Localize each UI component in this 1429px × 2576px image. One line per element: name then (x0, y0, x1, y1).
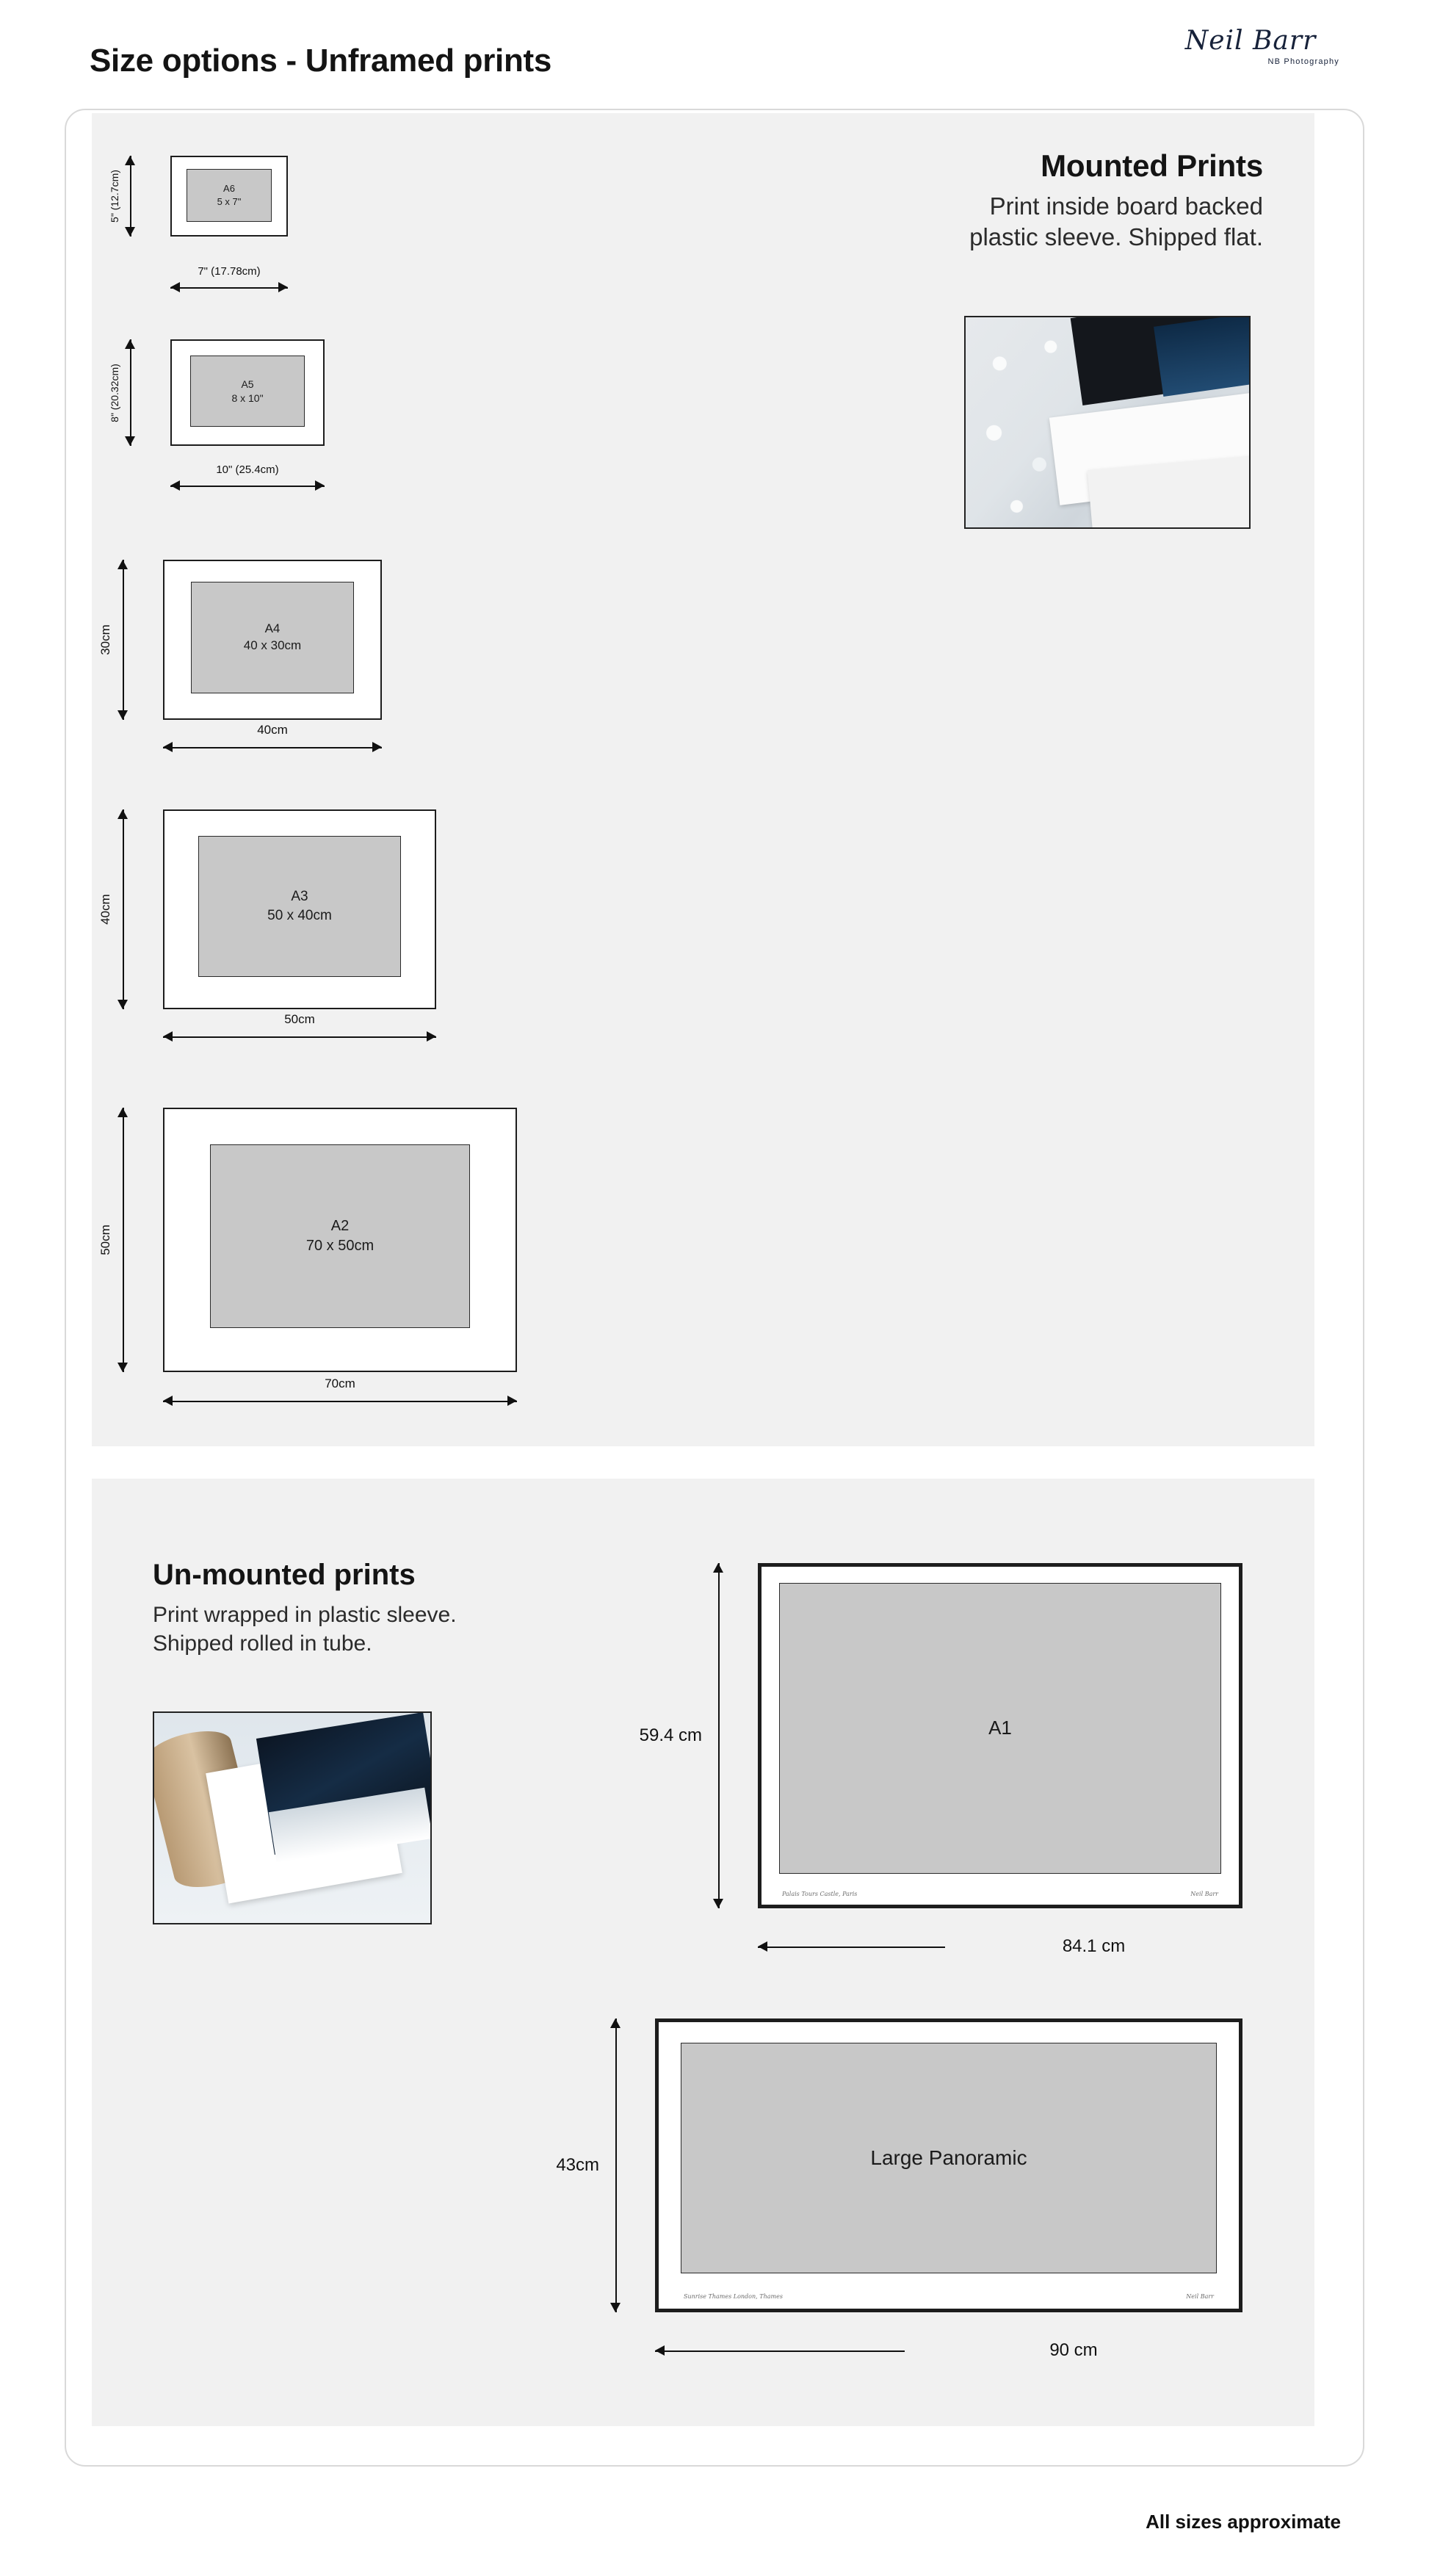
size-frame-a5 (170, 339, 325, 446)
dimension-line (123, 560, 124, 720)
arrow-down-icon (117, 710, 128, 720)
dimension-width-large-panoramic-label: 90 cm (905, 2340, 1242, 2361)
arrow-right-icon (278, 282, 288, 292)
arrow-right-icon (372, 742, 382, 752)
size-frame-a3-mat (198, 836, 401, 977)
dimension-height-a2 (98, 1108, 129, 1372)
size-frame-a4 (163, 560, 382, 720)
dimension-width-a4-label: 40cm (257, 723, 288, 737)
dimension-height-a2-label: 50cm (98, 1224, 112, 1255)
mounted-desc-line-1: Print inside board backed (989, 192, 1263, 220)
dimension-height-a4 (98, 560, 129, 720)
arrow-down-icon (713, 1899, 723, 1908)
arrow-down-icon (117, 1000, 128, 1009)
brand-logo (1159, 28, 1342, 66)
size-frame-a4-name: A4 (264, 621, 281, 636)
unmounted-desc-line-2: Shipped rolled in tube. (153, 1631, 372, 1656)
dimension-width-a4 (163, 723, 382, 754)
dimension-width-a5-label: 10" (25.4cm) (216, 463, 279, 476)
unmounted-prints-description (153, 1601, 667, 1658)
page-title: Size options - Unframed prints (90, 43, 552, 79)
dimension-height-large-panoramic-label: 43cm (551, 2151, 604, 2180)
arrow-down-icon (610, 2303, 621, 2312)
dimension-line (170, 486, 325, 487)
size-frame-a1-mat (779, 1583, 1221, 1874)
dimension-line (163, 747, 382, 748)
dimension-height-a4-label: 30cm (98, 624, 112, 655)
size-frame-panoramic-caption-right: Neil Barr (1186, 2293, 1214, 2300)
size-frame-a1 (758, 1563, 1242, 1908)
size-frame-a5-size: 8 x 10" (231, 392, 264, 404)
dimension-line (163, 1036, 436, 1038)
blue-print-edge (1154, 316, 1251, 397)
dimension-height-a6 (109, 156, 137, 237)
arrow-left-icon (163, 742, 173, 752)
logo-signature: Neil Barr (1184, 26, 1317, 56)
mounted-prints-description (720, 191, 1263, 253)
dimension-width-a3 (163, 1012, 436, 1043)
dimension-line (130, 156, 131, 237)
arrow-right-icon (315, 480, 325, 491)
dimension-width-a1-label: 84.1 cm (945, 1936, 1242, 1957)
arrow-up-icon (610, 2018, 621, 2028)
dimension-height-large-panoramic (556, 2018, 623, 2312)
arrow-up-icon (117, 1108, 128, 1117)
size-frame-a5-name: A5 (241, 378, 254, 390)
size-frame-large-panoramic-name: Large Panoramic (870, 2146, 1027, 2170)
size-frame-a1-caption-left: Palais Tours Castle, Paris (782, 1891, 858, 1897)
size-frame-large-panoramic (655, 2018, 1242, 2312)
size-frame-a6-name: A6 (223, 183, 235, 195)
dimension-width-a6 (170, 265, 288, 294)
mounted-desc-line-2: plastic sleeve. Shipped flat. (969, 223, 1263, 251)
dimension-height-a6-label: 5" (12.7cm) (109, 170, 120, 223)
arrow-down-icon (125, 436, 135, 446)
footer-note: All sizes approximate (1146, 2511, 1341, 2533)
arrow-down-icon (125, 227, 135, 237)
dimension-height-a1-label: 59.4 cm (635, 1721, 706, 1750)
size-frame-a2-size: 70 x 50cm (305, 1238, 375, 1254)
arrow-up-icon (713, 1563, 723, 1573)
rolled-print-photo (153, 1711, 432, 1924)
dimension-height-a1 (639, 1563, 726, 1908)
unmounted-desc-line-1: Print wrapped in plastic sleeve. (153, 1603, 457, 1627)
dimension-height-a3 (98, 809, 129, 1009)
arrow-left-icon (655, 2345, 665, 2356)
arrow-up-icon (125, 339, 135, 349)
unmounted-prints-heading: Un-mounted prints (153, 1559, 416, 1591)
mounted-prints-heading-block (720, 148, 1263, 253)
dimension-width-a1 (758, 1936, 1242, 1956)
arrow-right-icon (427, 1031, 436, 1042)
arrow-left-icon (170, 480, 180, 491)
size-frame-a1-caption-right: Neil Barr (1190, 1891, 1218, 1897)
arrow-right-icon (507, 1396, 517, 1406)
dimension-width-a6-label: 7" (17.78cm) (198, 265, 261, 278)
dimension-line (123, 809, 124, 1009)
dimension-line (163, 1401, 517, 1402)
dimension-line (615, 2018, 617, 2312)
size-frame-a3 (163, 809, 436, 1009)
size-frame-a1-name: A1 (988, 1717, 1012, 1739)
dimension-width-a3-label: 50cm (284, 1012, 315, 1026)
mounted-prints-photo (964, 316, 1251, 529)
size-frame-large-panoramic-mat (681, 2043, 1217, 2273)
size-frame-a2-name: A2 (330, 1218, 350, 1234)
dimension-line (170, 287, 288, 289)
dimension-line (130, 339, 131, 446)
size-frame-a2 (163, 1108, 517, 1372)
arrow-up-icon (117, 809, 128, 819)
size-frame-a6 (170, 156, 288, 237)
dimension-line (718, 1563, 720, 1908)
dimension-height-a5 (109, 339, 137, 446)
arrow-left-icon (758, 1941, 767, 1952)
dimension-line (123, 1108, 124, 1372)
arrow-left-icon (163, 1031, 173, 1042)
dimension-width-a2-label: 70cm (325, 1377, 355, 1390)
size-frame-panoramic-caption-left: Sunrise Thames London, Thames (684, 2293, 783, 2300)
dimension-width-a2 (163, 1377, 517, 1407)
size-frame-a4-size: 40 x 30cm (243, 638, 302, 652)
dimension-height-a5-label: 8" (20.32cm) (109, 363, 120, 422)
size-frame-a2-mat (210, 1144, 470, 1328)
dimension-height-a3-label: 40cm (98, 894, 112, 925)
size-frame-a5-mat (190, 356, 305, 427)
arrow-left-icon (163, 1396, 173, 1406)
size-frame-a4-mat (191, 582, 354, 693)
size-frame-a6-mat (187, 169, 272, 222)
arrow-left-icon (170, 282, 180, 292)
logo-subtitle: NB Photography (1267, 57, 1339, 66)
dimension-width-large-panoramic (655, 2340, 1242, 2360)
arrow-down-icon (117, 1363, 128, 1372)
size-frame-a3-name: A3 (291, 889, 308, 905)
arrow-up-icon (125, 156, 135, 165)
size-frame-a6-size: 5 x 7" (217, 196, 242, 207)
arrow-up-icon (117, 560, 128, 569)
size-frame-a3-size: 50 x 40cm (267, 908, 332, 923)
mounted-prints-heading: Mounted Prints (1041, 148, 1263, 183)
dimension-width-a5 (170, 463, 325, 492)
unmounted-prints-heading-block (153, 1559, 667, 1658)
